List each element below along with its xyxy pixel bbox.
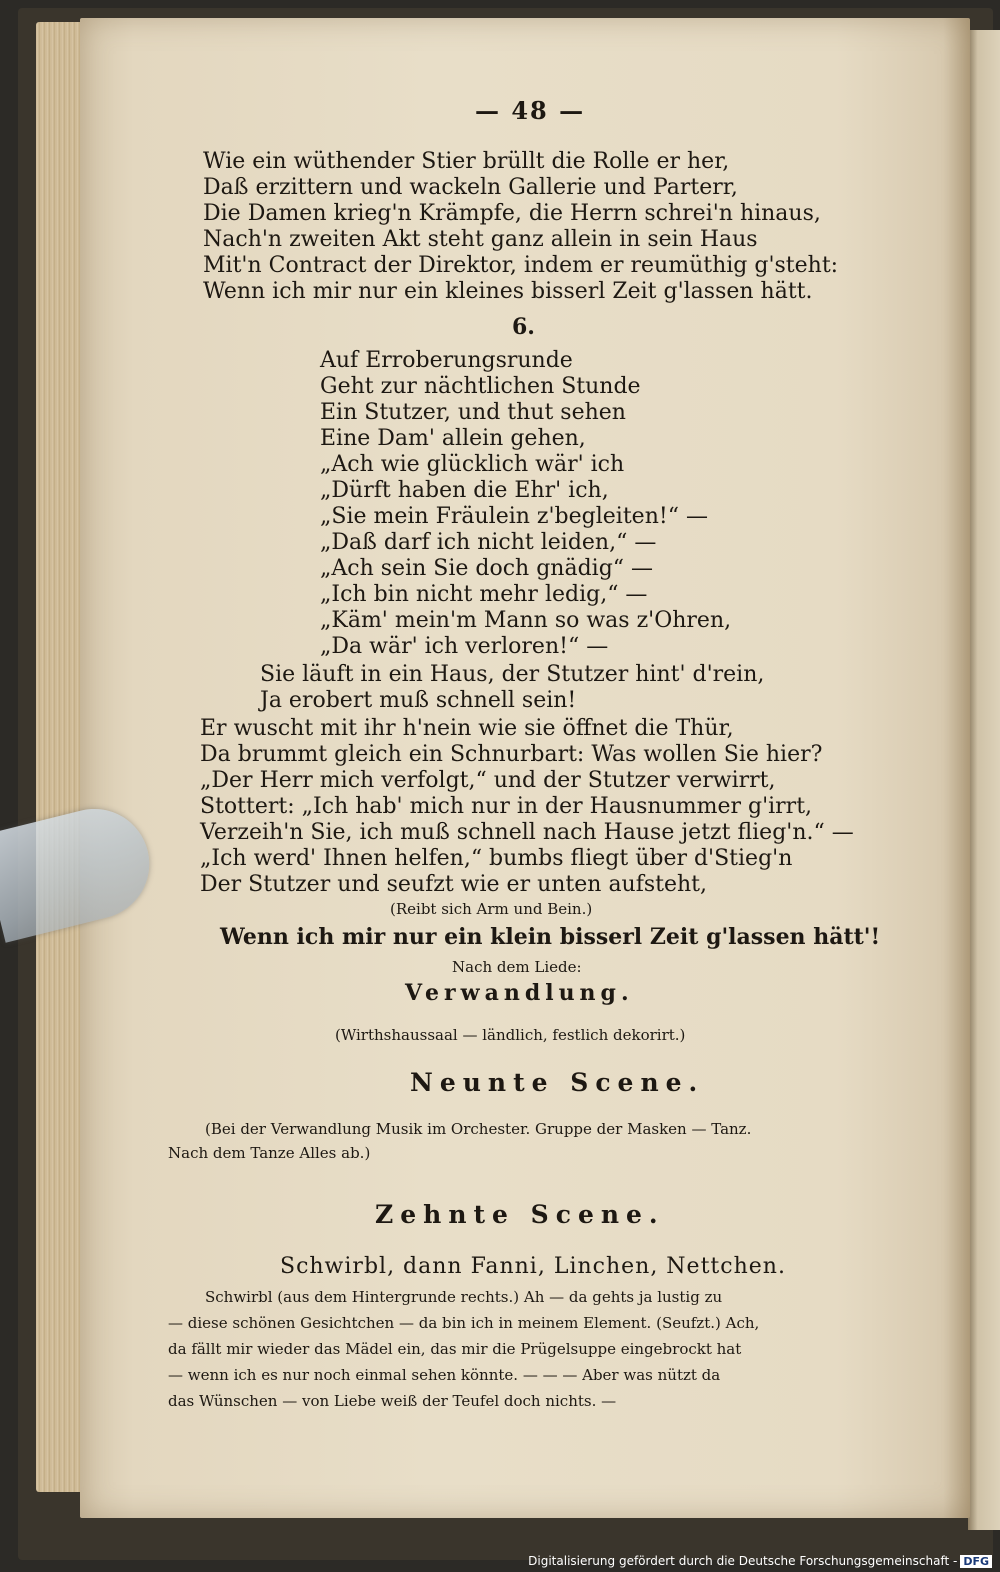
verse-line: Die Damen krieg'n Krämpfe, die Herrn schrei'n hinaus, [203, 201, 821, 226]
verse-line: Daß erzittern und wackeln Gallerie und Parterr, [203, 175, 738, 200]
verse-line: Stottert: „Ich hab' mich nur in der Hausnummer g'irrt, [200, 794, 813, 819]
verse-line: Ja erobert muß schnell sein! [260, 688, 577, 713]
verse-line: Mit'n Contract der Direktor, indem er reumüthig g'steht: [203, 253, 839, 278]
verse-line: Verzeih'n Sie, ich muß schnell nach Hause jetzt flieg'n.“ — [200, 820, 854, 845]
show-through-text [925, 168, 1000, 1168]
page-number: — 48 — [475, 96, 586, 125]
dialogue-line: Schwirbl (aus dem Hintergrunde rechts.) Ah — da gehts ja lustig zu [205, 1288, 723, 1306]
stage-direction: (Bei der Verwandlung Musik im Orchester. Gruppe der Masken — Tanz. [205, 1120, 752, 1138]
dfg-logo: DFG [960, 1555, 992, 1568]
verse-line: „Ich werd' Ihnen helfen,“ bumbs fliegt über d'Stieg'n [200, 846, 793, 871]
verse-line: „Der Herr mich verfolgt,“ und der Stutzer verwirrt, [200, 768, 776, 793]
refrain-line: Wenn ich mir nur ein klein bisserl Zeit g'lassen hätt'! [220, 924, 881, 950]
verse-line: Eine Dam' allein gehen, [320, 426, 586, 451]
verse-line: Ein Stutzer, und thut sehen [320, 400, 626, 425]
verse-line: „Dürft haben die Ehr' ich, [320, 478, 609, 503]
scene-10-title: Zehnte Scene. [375, 1200, 665, 1229]
verse-line: Auf Erroberungsrunde [320, 348, 573, 373]
verse-line: „Daß darf ich nicht leiden,“ — [320, 530, 657, 555]
verse-line: Geht zur nächtlichen Stunde [320, 374, 641, 399]
dialogue-line: — diese schönen Gesichtchen — da bin ich in meinem Element. (Seufzt.) Ach, [168, 1314, 760, 1332]
verse-line: Sie läuft in ein Haus, der Stutzer hint' d'rein, [260, 662, 765, 687]
verse-line: „Ach sein Sie doch gnädig“ — [320, 556, 654, 581]
after-song-label: Nach dem Liede: [452, 958, 582, 976]
verse-line: „Käm' mein'm Mann so was z'Ohren, [320, 608, 732, 633]
stage-direction: (Wirthshaussaal — ländlich, festlich dekorirt.) [335, 1026, 686, 1044]
verse-number: 6. [512, 314, 535, 340]
verse-line: „Ich bin nicht mehr ledig,“ — [320, 582, 648, 607]
verse-line: Nach'n zweiten Akt steht ganz allein in sein Haus [203, 227, 758, 252]
book-page [80, 18, 970, 1518]
verwandlung-label: Verwandlung. [405, 980, 634, 1006]
scene-9-title: Neunte Scene. [410, 1068, 705, 1097]
scene-cast: Schwirbl, dann Fanni, Linchen, Nettchen. [280, 1254, 786, 1279]
dialogue-line: das Wünschen — von Liebe weiß der Teufel doch nichts. — [168, 1392, 617, 1410]
verse-line: Da brummt gleich ein Schnurbart: Was wollen Sie hier? [200, 742, 823, 767]
verse-line: „Ach wie glücklich wär' ich [320, 452, 625, 477]
verse-line: Wenn ich mir nur ein kleines bisserl Zeit g'lassen hätt. [203, 279, 813, 304]
stage-direction: Nach dem Tanze Alles ab.) [168, 1144, 371, 1162]
footer-text: Digitalisierung gefördert durch die Deutsche Forschungsgemeinschaft - [528, 1554, 958, 1568]
verse-line: „Sie mein Fräulein z'begleiten!“ — [320, 504, 708, 529]
verse-line: Er wuscht mit ihr h'nein wie sie öffnet die Thür, [200, 716, 734, 741]
dialogue-line: da fällt mir wieder das Mädel ein, das mir die Prügelsuppe eingebrockt hat [168, 1340, 742, 1358]
verse-line: Der Stutzer und seufzt wie er unten aufsteht, [200, 872, 708, 897]
verse-line: Wie ein wüthender Stier brüllt die Rolle er her, [203, 149, 730, 174]
footer-credit [528, 1554, 992, 1568]
verse-line: „Da wär' ich verloren!“ — [320, 634, 609, 659]
dialogue-line: — wenn ich es nur noch einmal sehen könnte. — — — Aber was nützt da [168, 1366, 721, 1384]
stage-direction: (Reibt sich Arm und Bein.) [390, 900, 593, 918]
